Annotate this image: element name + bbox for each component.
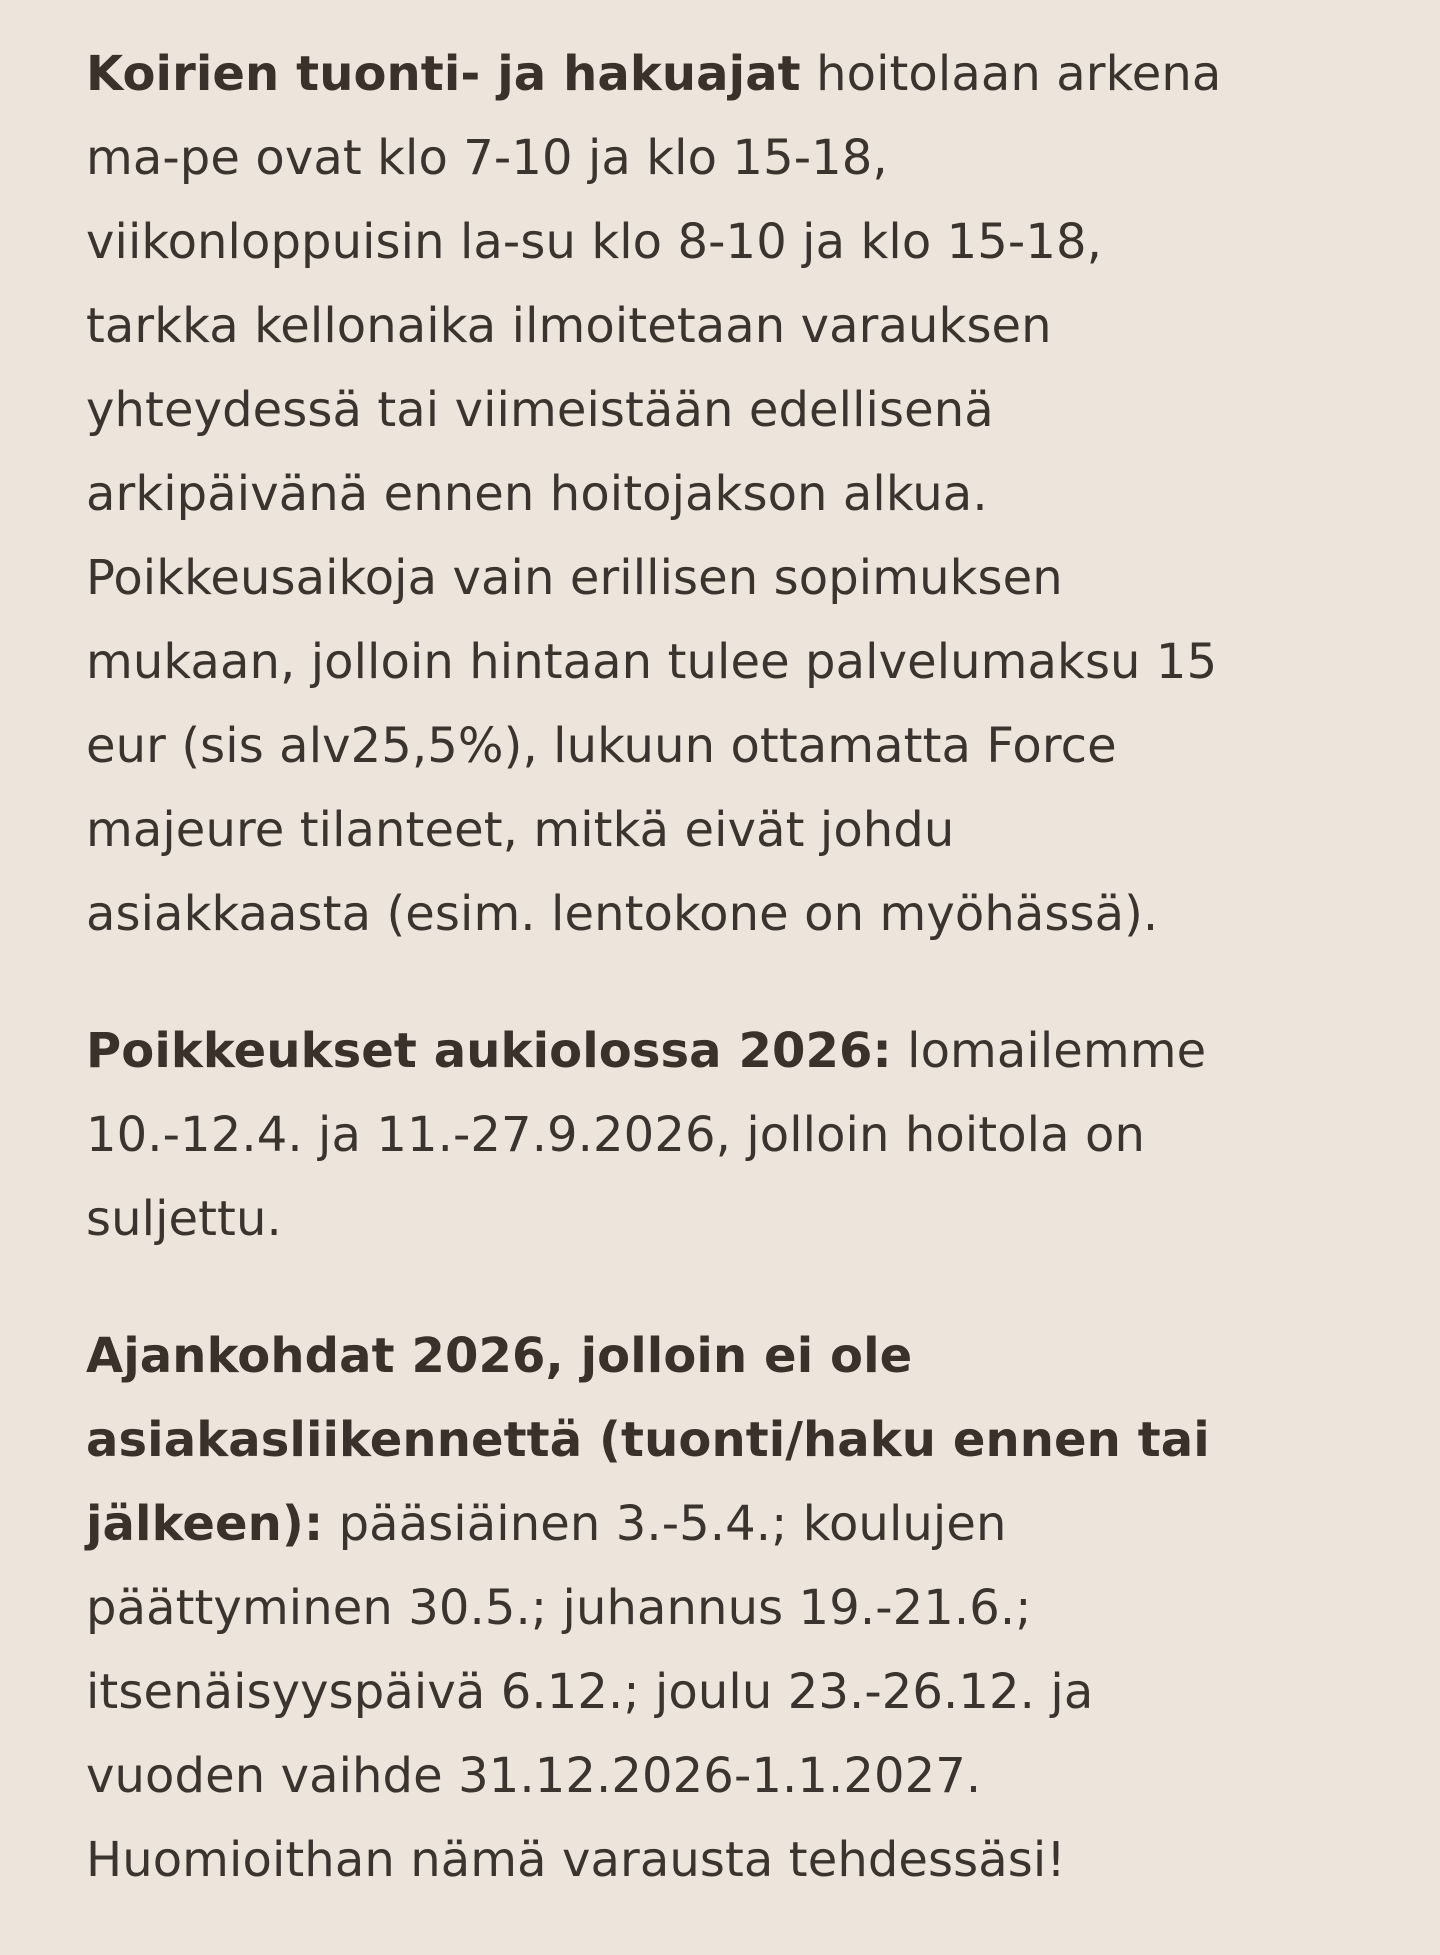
paragraph-drop-off-times (86, 32, 1386, 956)
body-text-no-customer-traffic: pääsiäinen 3.-5.4.; koulujen päättyminen 30.5.; juhannus 19.-21.6.; itsenäisyyspäivä 6.12.; joulu 23.-26.12. ja vuoden vaihde 31.12.2026-1.1.2027. Huomioithan nämä varausta tehdessäsi! (86, 1496, 1094, 1888)
paragraph-opening-exceptions (86, 1009, 1386, 1261)
content (86, 32, 1386, 1955)
body-text-drop-off-times: hoitolaan arkena ma-pe ovat klo 7-10 ja klo 15-18, viikonloppuisin la-su klo 8-10 ja klo 15-18, tarkka kellonaika ilmoitetaan varauksen yhteydessä tai viimeistään edellisenä arkipäivänä ennen hoitojakson alkua. Poikkeusaikoja vain erillisen sopimuksen mukaan, jolloin hintaan tulee palvelumaksu 15 eur (sis alv25,5%), lukuun ottamatta Force majeure tilanteet, mitkä eivät johdu asiakkaasta (esim. lentokone on myöhässä). (86, 46, 1222, 942)
bold-heading-no-customer-traffic: Ajankohdat 2026, jolloin ei ole asiakasliikennettä (tuonti/haku ennen tai jälkeen): (86, 1328, 1210, 1552)
paragraph-no-customer-traffic (86, 1314, 1386, 1902)
bold-heading-drop-off-times: Koirien tuonti- ja hakuajat (86, 46, 801, 102)
bold-heading-opening-exceptions: Poikkeukset aukiolossa 2026: (86, 1023, 892, 1079)
body-text-opening-exceptions: lomailemme 10.-12.4. ja 11.-27.9.2026, jolloin hoitola on suljettu. (86, 1023, 1207, 1247)
